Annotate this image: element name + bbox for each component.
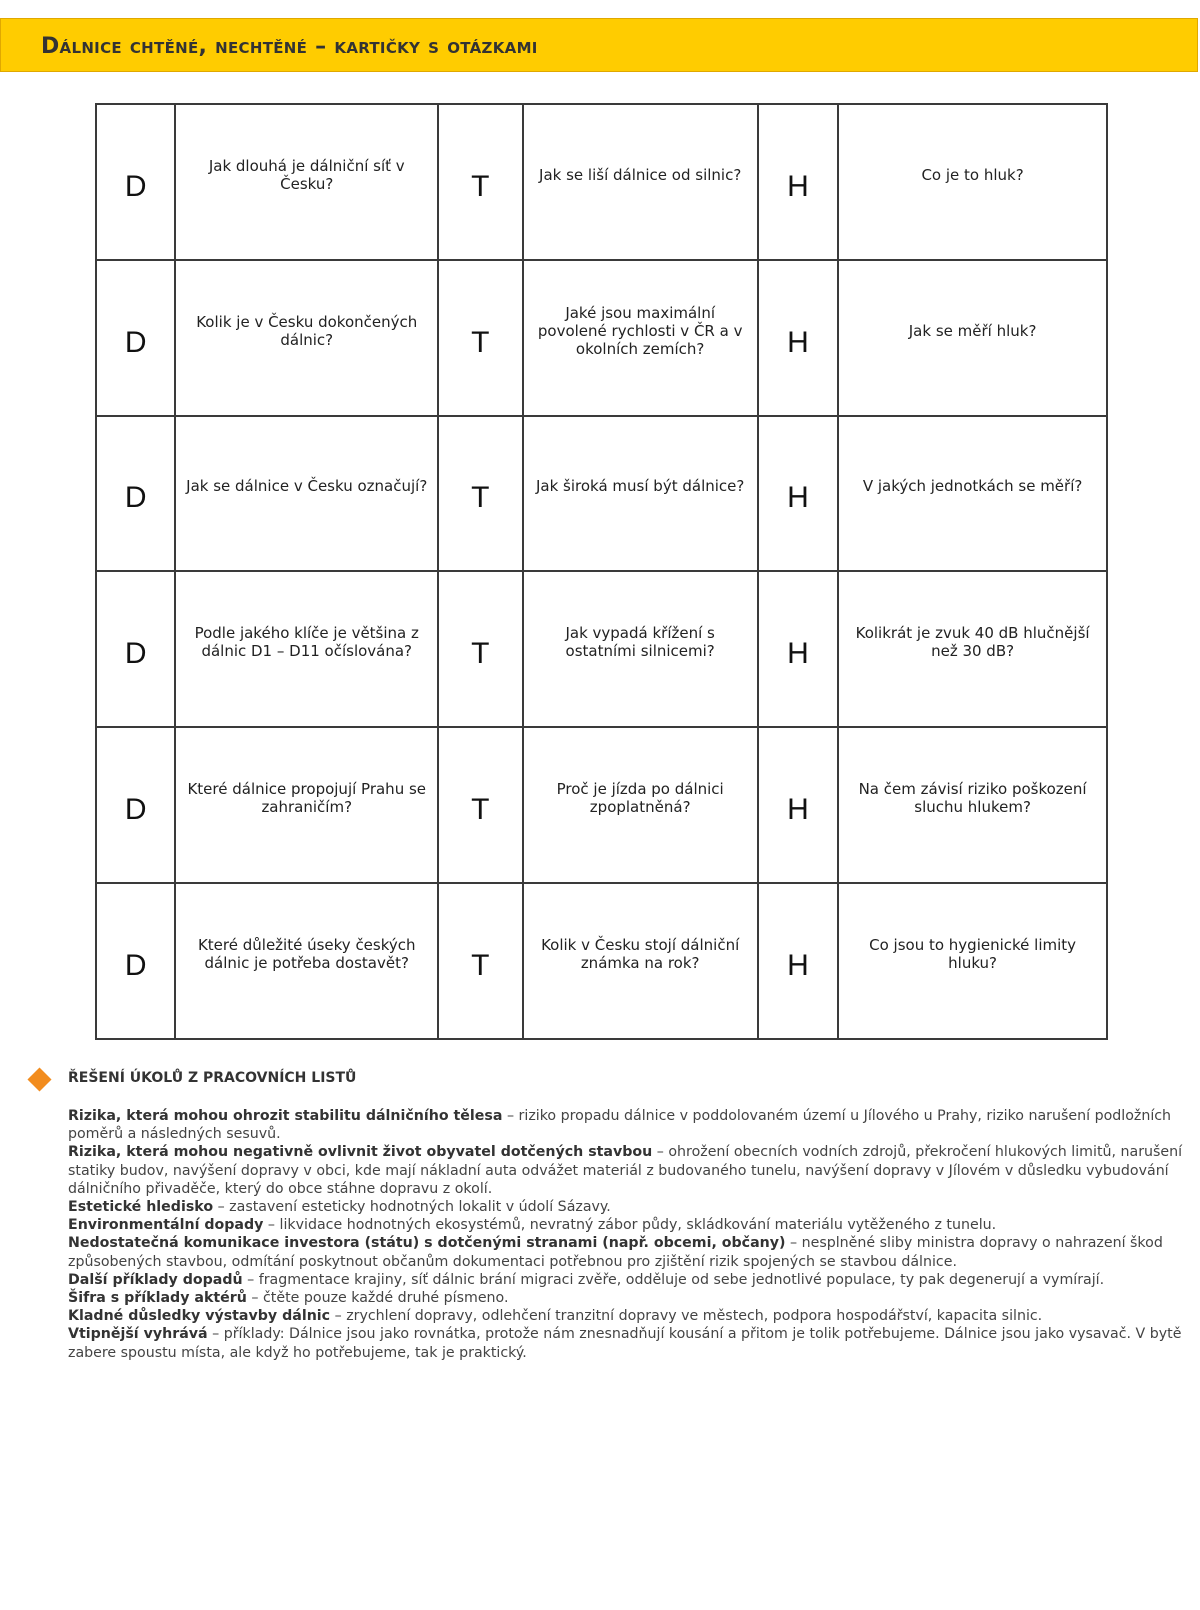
solution-text: – fragmentace krajiny, síť dálnic brání migraci zvěře, odděluje od sebe jednotlivé populace, ty pak degenerují a vymírají. — [242, 1271, 1105, 1288]
solution-item — [68, 1325, 1188, 1361]
card-category-letter: H — [758, 260, 838, 416]
card-question: Jak dlouhá je dálniční síť v Česku? — [175, 104, 438, 260]
card-question: Jak široká musí být dálnice? — [523, 416, 758, 572]
card-category-letter: D — [96, 260, 175, 416]
card-row — [96, 260, 1107, 416]
solution-item — [68, 1307, 1188, 1325]
card-question: Co jsou to hygienické limity hluku? — [838, 883, 1107, 1039]
solution-item — [68, 1289, 1188, 1307]
solution-item — [68, 1107, 1188, 1143]
solutions-list — [68, 1107, 1188, 1362]
card-category-letter: H — [758, 416, 838, 572]
card-question: Co je to hluk? — [838, 104, 1107, 260]
card-question: Jak vypadá křížení s ostatními silnicemi? — [523, 571, 758, 727]
card-row — [96, 571, 1107, 727]
solution-item — [68, 1216, 1188, 1234]
card-category-letter: H — [758, 104, 838, 260]
solution-label: Environmentální dopady — [68, 1217, 264, 1234]
solutions-heading: ŘEŠENÍ ÚKOLŮ Z PRACOVNÍCH LISTŮ — [68, 1070, 357, 1086]
card-row — [96, 416, 1107, 572]
card-question: Jaké jsou maximální povolené rychlosti v ČR a v okolních zemích? — [523, 260, 758, 416]
card-question: Jak se liší dálnice od silnic? — [523, 104, 758, 260]
card-category-letter: T — [438, 571, 523, 727]
card-category-letter: D — [96, 416, 175, 572]
solution-text: – likvidace hodnotných ekosystémů, nevratný zábor půdy, skládkování materiálu vytěženého z tunelu. — [263, 1217, 997, 1234]
solution-label: Nedostatečná komunikace investora (státu) s dotčenými stranami (např. obcemi, občany) — [68, 1235, 786, 1252]
card-category-letter: T — [438, 260, 523, 416]
solution-label: Vtipnější vyhrává — [68, 1326, 208, 1343]
card-category-letter: D — [96, 104, 175, 260]
card-question: Podle jakého klíče je většina z dálnic D1 – D11 očíslována? — [175, 571, 438, 727]
card-row — [96, 104, 1107, 260]
card-category-letter: D — [96, 727, 175, 883]
card-question: V jakých jednotkách se měří? — [838, 416, 1107, 572]
solution-label: Šifra s příklady aktérů — [68, 1290, 247, 1307]
card-question: Kolik je v Česku dokončených dálnic? — [175, 260, 438, 416]
solution-item — [68, 1271, 1188, 1289]
solution-label: Estetické hledisko — [68, 1199, 214, 1216]
card-question: Které důležité úseky českých dálnic je potřeba dostavět? — [175, 883, 438, 1039]
card-question: Jak se měří hluk? — [838, 260, 1107, 416]
title-banner — [0, 18, 1198, 72]
question-cards-table — [95, 103, 1108, 1040]
card-category-letter: T — [438, 416, 523, 572]
card-row — [96, 727, 1107, 883]
card-question: Které dálnice propojují Prahu se zahraničím? — [175, 727, 438, 883]
card-category-letter: T — [438, 883, 523, 1039]
card-category-letter: H — [758, 883, 838, 1039]
card-question: Proč je jízda po dálnici zpoplatněná? — [523, 727, 758, 883]
solution-text: – zastavení esteticky hodnotných lokalit v údolí Sázavy. — [213, 1199, 611, 1216]
card-question: Kolik v Česku stojí dálniční známka na rok? — [523, 883, 758, 1039]
solution-label: Další příklady dopadů — [68, 1271, 243, 1288]
card-category-letter: H — [758, 571, 838, 727]
solution-text: – riziko propadu dálnice v poddolovaném území u Jílového u Prahy, riziko narušení podložních poměrů a následných sesuvů. — [68, 1108, 1172, 1143]
solution-item — [68, 1143, 1188, 1198]
card-category-letter: D — [96, 571, 175, 727]
card-category-letter: T — [438, 727, 523, 883]
solution-text: – ohrožení obecních vodních zdrojů, překročení hlukových limitů, narušení statiky budov, navýšení dopravy v obci, kde mají nákladní auta odvážet materiál z budovaného tunelu, navýšení dopravy v Jílovém v důsledku vybudování dálničního přivaděče, který do obce stáhne dopravu z okolí. — [68, 1144, 1183, 1197]
card-row — [96, 883, 1107, 1039]
solution-label: Rizika, která mohou negativně ovlivnit život obyvatel dotčených stavbou — [68, 1144, 653, 1161]
card-category-letter: D — [96, 883, 175, 1039]
card-question: Kolikrát je zvuk 40 dB hlučnější než 30 dB? — [838, 571, 1107, 727]
card-category-letter: T — [438, 104, 523, 260]
orange-diamond-bullet-icon — [27, 1067, 51, 1091]
question-cards-body — [96, 104, 1107, 1039]
solution-text: – čtěte pouze každé druhé písmeno. — [246, 1290, 509, 1307]
solution-text: – zrychlení dopravy, odlehčení tranzitní dopravy ve městech, podpora hospodářství, kapacita silnic. — [330, 1308, 1043, 1325]
card-category-letter: H — [758, 727, 838, 883]
card-question: Na čem závisí riziko poškození sluchu hlukem? — [838, 727, 1107, 883]
solution-item — [68, 1234, 1188, 1270]
solution-label: Kladné důsledky výstavby dálnic — [68, 1308, 331, 1325]
solution-text: – příklady: Dálnice jsou jako rovnátka, protože nám znesnadňují kousání a přitom je tolik potřebujeme. Dálnice jsou jako vysavač. V bytě zabere spoustu místa, ale když ho potřebujeme, tak je praktický. — [68, 1326, 1182, 1361]
page-title: Dálnice chtěné, nechtěné – kartičky s otázkami — [41, 34, 538, 59]
solution-label: Rizika, která mohou ohrozit stabilitu dálničního tělesa — [68, 1108, 503, 1124]
solution-text: – nesplněné sliby ministra dopravy o nahrazení škod způsobených stavbou, odmítání poskytnout občanům dokumentaci potřebnou pro zjištění rizik spojených se stavbou dálnice. — [68, 1235, 1163, 1270]
card-question: Jak se dálnice v Česku označují? — [175, 416, 438, 572]
solution-item — [68, 1198, 1188, 1216]
